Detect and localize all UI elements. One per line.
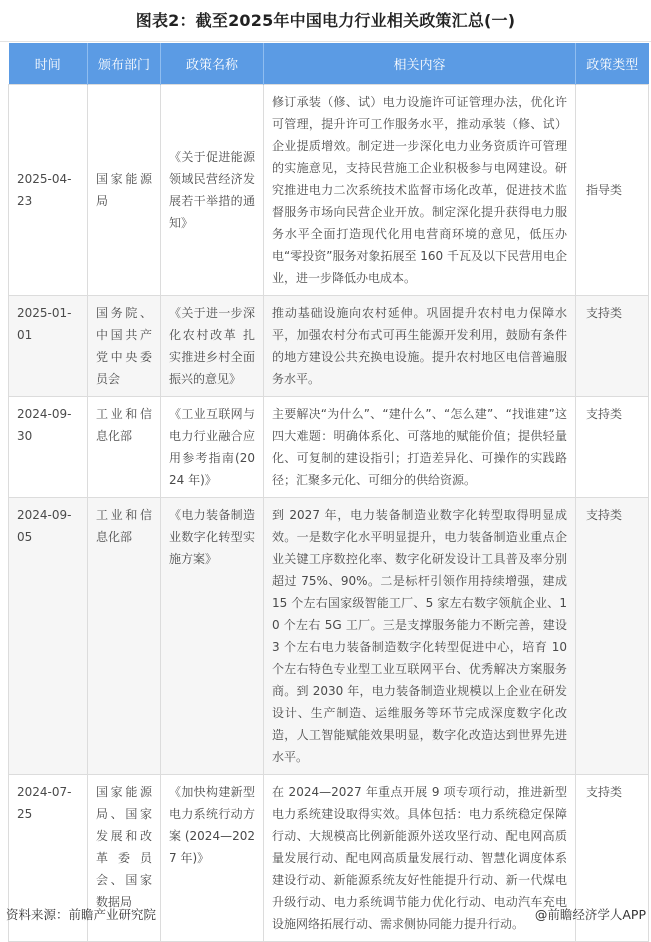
page-title: 图表2：截至2025年中国电力行业相关政策汇总(一) [135, 11, 516, 30]
table-row [9, 85, 649, 296]
cell-policy-name: 《关于进一步深化农村改革 扎实推进乡村全面振兴的意见》 [161, 296, 264, 397]
cell-policy-name: 《工业互联网与电力行业融合应用参考指南(2024 年)》 [161, 397, 264, 498]
cell-policy-name: 《加快构建新型电力系统行动方案(2024—2027 年)》 [161, 775, 264, 942]
header-content: 相关内容 [264, 43, 576, 85]
cell-content: 主要解决“为什么”、“建什么”、“怎么建”、“找谁建”这四大难题：明确体系化、可落地的赋能价值；提供轻量化、可复制的建设指引；打造差异化、可操作的实践路径；汇聚多元化、可细分的供给资源。 [264, 397, 576, 498]
table-row [9, 296, 649, 397]
cell-policy-type: 支持类 [576, 775, 649, 942]
header-policy-type: 政策类型 [576, 43, 649, 85]
cell-policy-type: 支持类 [576, 296, 649, 397]
cell-time: 2024-07-25 [9, 775, 88, 942]
policy-table [8, 43, 649, 942]
cell-time: 2024-09-30 [9, 397, 88, 498]
header-dept: 颁布部门 [88, 43, 161, 85]
cell-dept: 国务院、中国共产党中央委员会 [88, 296, 161, 397]
table-header-row [9, 43, 649, 85]
cell-time: 2025-04-23 [9, 85, 88, 296]
cell-dept: 工业和信息化部 [88, 498, 161, 775]
table-row [9, 498, 649, 775]
table-row [9, 397, 649, 498]
cell-policy-name: 《关于促进能源领域民营经济发展若干举措的通知》 [161, 85, 264, 296]
cell-policy-type: 支持类 [576, 498, 649, 775]
header-policy-name: 政策名称 [161, 43, 264, 85]
cell-content: 到 2027 年，电力装备制造业数字化转型取得明显成效。一是数字化水平明显提升，电力装备制造业重点企业关键工序数控化率、数字化研发设计工具普及率分别超过 75%、90%。二是标杆引领作用持续增强，建成 15 个左右国家级智能工厂、5 家左右数字领航企业、10 个左右 5G 工厂。三是支撑服务能力不断完善，建设 3 个左右电力装备制造数字化转型促进中心，培育 10 个左右特色专业型工业互联网平台、优秀解决方案服务商。到 2030 年，电力装备制造业规模以上企业在研发设计、生产制造、运维服务等环节完成深度数字化改造，人工智能赋能效果明显，数字化改造达到世界先进水平。 [264, 498, 576, 775]
cell-content: 推动基础设施向农村延伸。巩固提升农村电力保障水平，加强农村分布式可再生能源开发利用，鼓励有条件的地方建设公共充换电设施。提升农村地区电信普遍服务水平。 [264, 296, 576, 397]
cell-policy-name: 《电力装备制造业数字化转型实施方案》 [161, 498, 264, 775]
header-time: 时间 [9, 43, 88, 85]
cell-dept: 国家能源局、国家发展和改革委员会、国家数据局 [88, 775, 161, 942]
cell-content: 在 2024—2027 年重点开展 9 项专项行动，推进新型电力系统建设取得实效。具体包括：电力系统稳定保障行动、大规模高比例新能源外送攻坚行动、配电网高质量发展行动、配电网高质量发展行动、智慧化调度体系建设行动、新能源系统友好性能提升行动、新一代煤电升级行动、电力系统调节能力优化行动、电动汽车充电设施网络拓展行动、需求侧协同能力提升行动。 [264, 775, 576, 942]
brand-credit: @前瞻经济学人APP [534, 907, 646, 922]
cell-policy-type: 指导类 [576, 85, 649, 296]
cell-content: 修订承装（修、试）电力设施许可证管理办法，优化许可管理，提升许可工作服务水平，推动承装（修、试）企业提质增效。制定进一步深化电力业务资质许可管理的实施意见，支持民营施工企业积极参与电网建设。研究推进电力二次系统技术监督市场化改革，促进技术监督服务市场向民营企业开放。制定深化提升获得电力服务水平全面打造现代化用电营商环境的意见，低压办电“零投资”服务对象拓展至 160 千瓦及以下民营用电企业，进一步降低办电成本。 [264, 85, 576, 296]
cell-dept: 国家能源局 [88, 85, 161, 296]
cell-time: 2024-09-05 [9, 498, 88, 775]
cell-time: 2025-01-01 [9, 296, 88, 397]
cell-dept: 工业和信息化部 [88, 397, 161, 498]
source-note: 资料来源：前瞻产业研究院 [6, 907, 157, 922]
divider [0, 41, 651, 42]
cell-policy-type: 支持类 [576, 397, 649, 498]
